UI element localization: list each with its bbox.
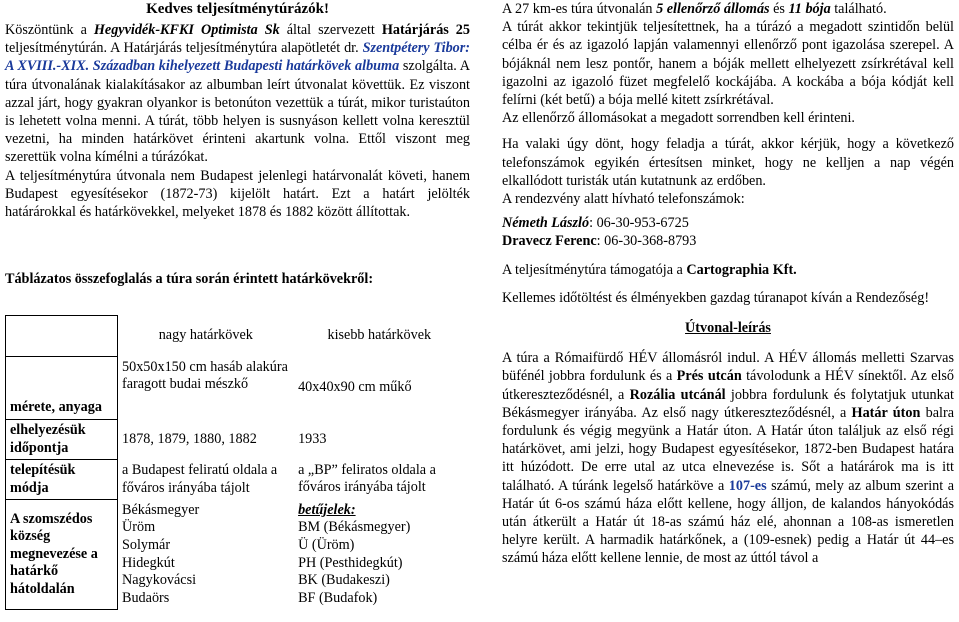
stone-number: 107-es xyxy=(728,477,767,494)
table-row xyxy=(6,500,465,610)
list-item: PH (Pesthidegkút) xyxy=(298,554,403,571)
phones-intro: A rendezvény alatt hívható telefonszámok: xyxy=(502,191,745,208)
greeting-heading: Kedves teljesítménytúrázók! xyxy=(146,1,329,17)
list-item: BF (Budafok) xyxy=(298,589,378,606)
order-paragraph: Az ellenőrző állomásokat a megadott sorrendben kell érinteni. xyxy=(502,110,855,127)
table-row xyxy=(6,460,465,500)
contact-name: Dravecz Ferenc xyxy=(502,233,597,250)
list-item: Solymár xyxy=(122,537,171,554)
route-text-4: balra fordulunk és végig megyünk a Határ úton. A Határ úton találjuk az első régi határkövet, ami jelzi, hogy Budapest egyesítésekor, 1872-ben Budapest határa itt húzódott. De erre utal az utca elnevezése is. Sőt a határárok ma is itt található. A túránk legelső határköve a xyxy=(502,404,954,494)
list-item: Budaörs xyxy=(122,589,170,606)
cell-small-orientation: a „BP” feliratos oldala a főváros irányába tájolt xyxy=(298,461,436,496)
wish-paragraph: Kellemes időtöltést és élményekben gazdag túranapot kíván a Rendezőség! xyxy=(502,289,930,306)
buoy-count: 11 bója xyxy=(788,1,831,17)
route-text-3: jobbra fordulunk és folytatjuk utunkat Békásmegyer irányába. Az első nagy útkereszteződésnél, a xyxy=(502,386,954,421)
letter-codes-heading: betűjelek: xyxy=(298,501,356,518)
intro-text-3: teljesítménytúrán. A Határjárás teljesítménytúra alapötletét dr. xyxy=(5,40,363,57)
route-text-1: A túra a Rómaifürdő HÉV állomásról indul. A HÉV állomás melletti Szarvas büfénél jobbra fordulunk és a xyxy=(502,350,954,385)
street-name: Határ úton xyxy=(851,404,921,421)
row-label-size: mérete, anyaga xyxy=(6,357,118,420)
list-item: Békásmegyer xyxy=(122,501,200,518)
route-text-5: számú, mely az album szerint a Határ út 6-os számú háza előtt kellene, hogy álljon, de kalandos hányokódás után átkerült a Határ út 18-as számú ház elé, ahonnan a 108-as ismeretlen helyre került. A harmadik határkőnek, a (109-esnek) pedig a Határ út 44–es számú háza előtt kellene lennie, de most az úttól távol a xyxy=(502,477,954,567)
list-item: Hidegkút xyxy=(122,554,175,571)
list-item: BM (Békásmegyer) xyxy=(298,519,411,536)
table-caption: Táblázatos összefoglalás a túra során érintett határkövekről: xyxy=(5,271,374,287)
list-item: Nagykovácsi xyxy=(122,572,197,589)
stations-paragraph xyxy=(502,0,954,18)
album-title: Szentpétery Tibor: A XVIII.-XIX. Században kihelyezett Budapesti határkövek albuma xyxy=(5,40,470,75)
intro-text-4: szolgálta. A túra útvonalának kialakításakor az albumban leírt útvonalat követtük. Ez viszont azzal járt, hogy gyakran olyankor is betonúton vezettük a túrát, mikor turistaúton is lehetett volna menni. A túrát, több helyen is susnyáson kellett volna keresztül vezetni, ha minden határkövet érinteni akartunk volna. Ettől viszont meg szerettük volna kímélni a túrázókat. xyxy=(5,58,471,166)
row-label-orientation: telepítésük módja xyxy=(6,460,118,500)
sponsor-line xyxy=(502,261,954,279)
header-small-stones: kisebb határkövek xyxy=(327,327,432,344)
cell-big-orientation: a Budapest feliratú oldala a főváros irányába tájolt xyxy=(122,462,278,496)
cell-small-neighbour xyxy=(294,500,464,610)
route-paragraph xyxy=(502,349,954,567)
quit-paragraph: Ha valaki úgy dönt, hogy feladja a túrát, akkor kérjük, hogy a következő telefonszámok egyikén értesítsen minket, hogy ne kelljen a nap végén elkallódott turisták után kutatnunk az erdőben. xyxy=(502,136,954,189)
cell-big-size: 50x50x150 cm hasáb alakúra faragott budai mészkő xyxy=(122,358,288,393)
rules-paragraph: A túrát akkor tekintjük teljesítettnek, ha a túrázó a megadott szintidőn belül célba ér és az igazoló lapján valamennyi ellenőrző pont igazolása szerepel. A bójáknál nem lesz pontőr, hanem a bóják mellett elhelyezett zsírkrétával kell igazolni az igazoló füzet megfelelő kockájába. A kockába a bója kódját kell felírni (két betű) a bója mellé kitett zsírkrétával. xyxy=(502,19,954,109)
list-item: Ü (Üröm) xyxy=(298,537,355,554)
organizer-name: Hegyvidék-KFKI Optimista Sk xyxy=(93,22,280,38)
stations-text-1: A 27 km-es túra útvonalán xyxy=(502,1,657,17)
table-row xyxy=(6,420,465,460)
table-row xyxy=(6,357,465,420)
left-column xyxy=(5,0,471,606)
boundary-stone-table xyxy=(5,315,465,610)
boundary-paragraph: A teljesítménytúra útvonala nem Budapest jelenlegi határvonalát követi, hanem Budapest egyesítésekor (1872-73) kijelölt határt. Ezt a határt jelölték határárokkal és határkövekkel, melyeket 1878 és 1882 között állítottak. xyxy=(5,167,470,221)
checkpoint-count: 5 ellenőrző állomás xyxy=(656,1,770,17)
cell-small-date: 1933 xyxy=(298,430,327,447)
right-column xyxy=(502,0,954,568)
row-label-date: elhelyezésük időpontja xyxy=(6,420,118,460)
street-name: Rozália utcánál xyxy=(629,386,726,403)
cell-small-size: 40x40x90 cm műkő xyxy=(298,379,412,396)
route-heading: Útvonal-leírás xyxy=(685,320,771,337)
street-name: Prés utcán xyxy=(676,368,742,385)
contact-name: Németh László xyxy=(502,215,590,232)
intro-text-1: Köszöntünk a xyxy=(5,22,94,38)
intro-paragraph xyxy=(5,21,470,167)
contact-number: : 06-30-368-8793 xyxy=(596,233,697,250)
phone-entry xyxy=(502,232,954,250)
stations-text-2: és xyxy=(769,1,789,17)
intro-text-2: által szervezett xyxy=(279,22,382,38)
list-item: Üröm xyxy=(122,519,156,536)
route-text-2: távolodunk a HÉV sínektől. Az első útkereszteződésnél, a xyxy=(502,368,955,403)
table-corner-cell xyxy=(6,316,118,357)
cell-big-neighbour xyxy=(118,500,295,610)
sponsor-name: Cartographia Kft. xyxy=(686,261,797,278)
list-item: BK (Budakeszi) xyxy=(298,572,390,589)
stations-text-3: található. xyxy=(830,1,887,17)
event-name: Határjárás 25 xyxy=(381,22,470,38)
phone-entry xyxy=(502,214,954,232)
sponsor-text: A teljesítménytúra támogatója a xyxy=(502,261,687,278)
contact-number: : 06-30-953-6725 xyxy=(589,215,689,232)
header-big-stones: nagy határkövek xyxy=(158,327,253,344)
cell-big-date: 1878, 1879, 1880, 1882 xyxy=(122,430,257,447)
table-header-row xyxy=(6,316,465,357)
row-label-neighbour: A szomszédos község megnevezése a határkő hátoldalán xyxy=(6,500,118,610)
